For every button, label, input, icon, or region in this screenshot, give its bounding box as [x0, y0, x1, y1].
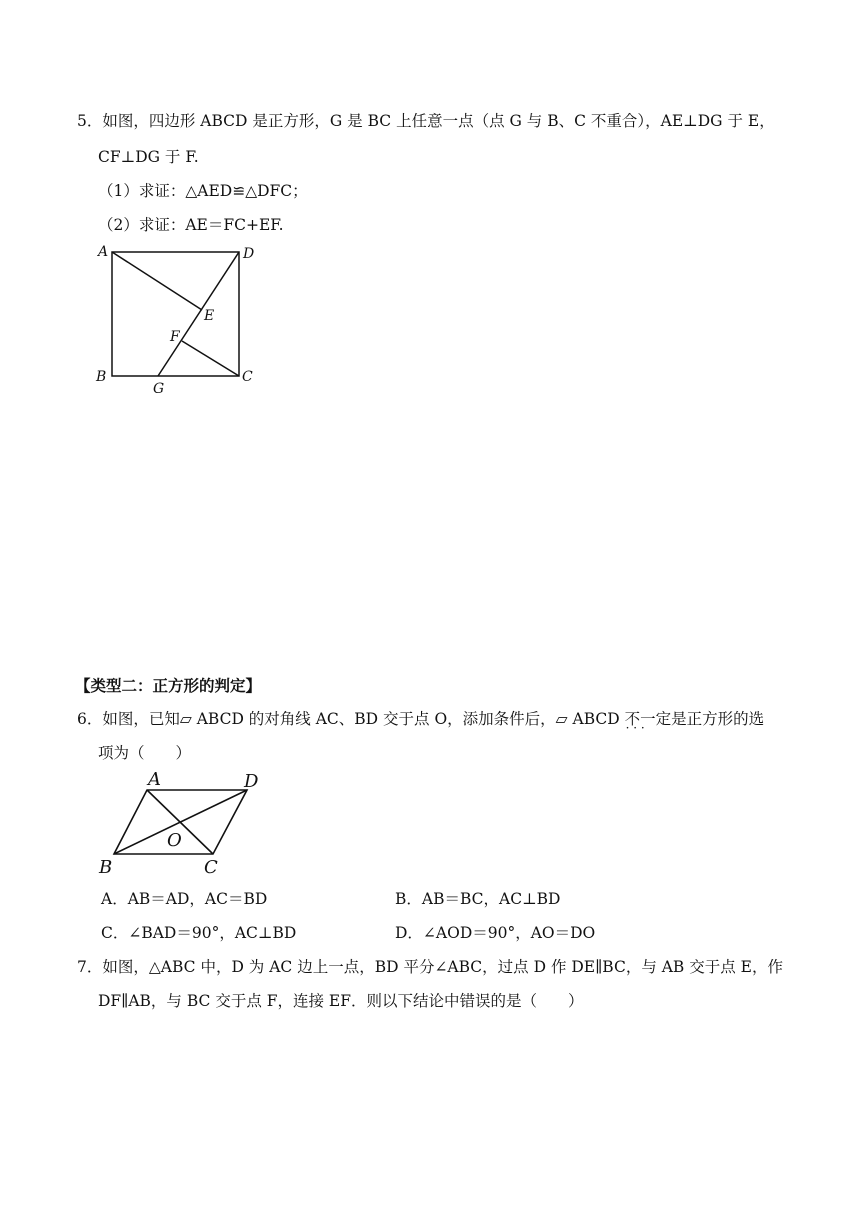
q5-stem-line-2: CF⊥DG 于 F.: [98, 148, 199, 166]
label-e: E: [204, 308, 215, 324]
q7-stem-line-1: 7．如图，△ABC 中，D 为 AC 边上一点，BD 平分∠ABC，过点 D 作 DE∥BC，与 AB 交于点 E，作: [77, 958, 783, 976]
label-b: B: [96, 369, 107, 385]
q6-stem-part-b: 是正方形的选: [671, 710, 765, 728]
q6-stem-line-1: [77, 708, 764, 730]
segment-dg: [158, 252, 239, 376]
label-b: B: [99, 857, 113, 878]
label-c: C: [242, 369, 253, 385]
label-d: D: [243, 246, 255, 262]
q6-emphasis-text: 不一定 · · ·: [625, 710, 672, 728]
square-abcd: [112, 252, 239, 376]
q5-square-figure: [90, 240, 265, 398]
label-f: F: [170, 329, 180, 345]
q5-part-2: （2）求证：AE＝FC+EF.: [98, 216, 284, 234]
q7-stem-line-2: DF∥AB，与 BC 交于点 F，连接 EF．则以下结论中错误的是（ ）: [98, 992, 584, 1010]
label-c: C: [204, 857, 218, 878]
q6-parallelogram-figure: [92, 768, 272, 880]
label-g: G: [153, 381, 165, 397]
q6-stem-part-a: 6．如图，已知▱ ABCD 的对角线 AC、BD 交于点 O，添加条件后，▱ ABCD: [77, 710, 625, 728]
label-a: A: [148, 769, 161, 790]
q6-option-a: A．AB＝AD，AC＝BD: [101, 890, 268, 908]
segment-cf: [182, 341, 239, 376]
segment-ae: [112, 252, 202, 310]
q6-option-c: C．∠BAD＝90°，AC⊥BD: [101, 924, 297, 942]
q6-stem-line-2: 项为（ ）: [98, 744, 192, 762]
label-o: O: [167, 830, 182, 851]
label-d: D: [244, 771, 259, 792]
label-a: A: [98, 244, 109, 260]
q5-part-1: （1）求证：△AED≌△DFC；: [98, 182, 308, 200]
q6-option-b: B．AB＝BC，AC⊥BD: [395, 890, 561, 908]
q5-stem-line-1: 5．如图，四边形 ABCD 是正方形，G 是 BC 上任意一点（点 G 与 B、C 不重合），AE⊥DG 于 E，: [77, 112, 775, 130]
section-title: 【类型二：正方形的判定】: [75, 676, 262, 695]
q6-option-d: D．∠AOD＝90°，AO＝DO: [395, 924, 596, 942]
